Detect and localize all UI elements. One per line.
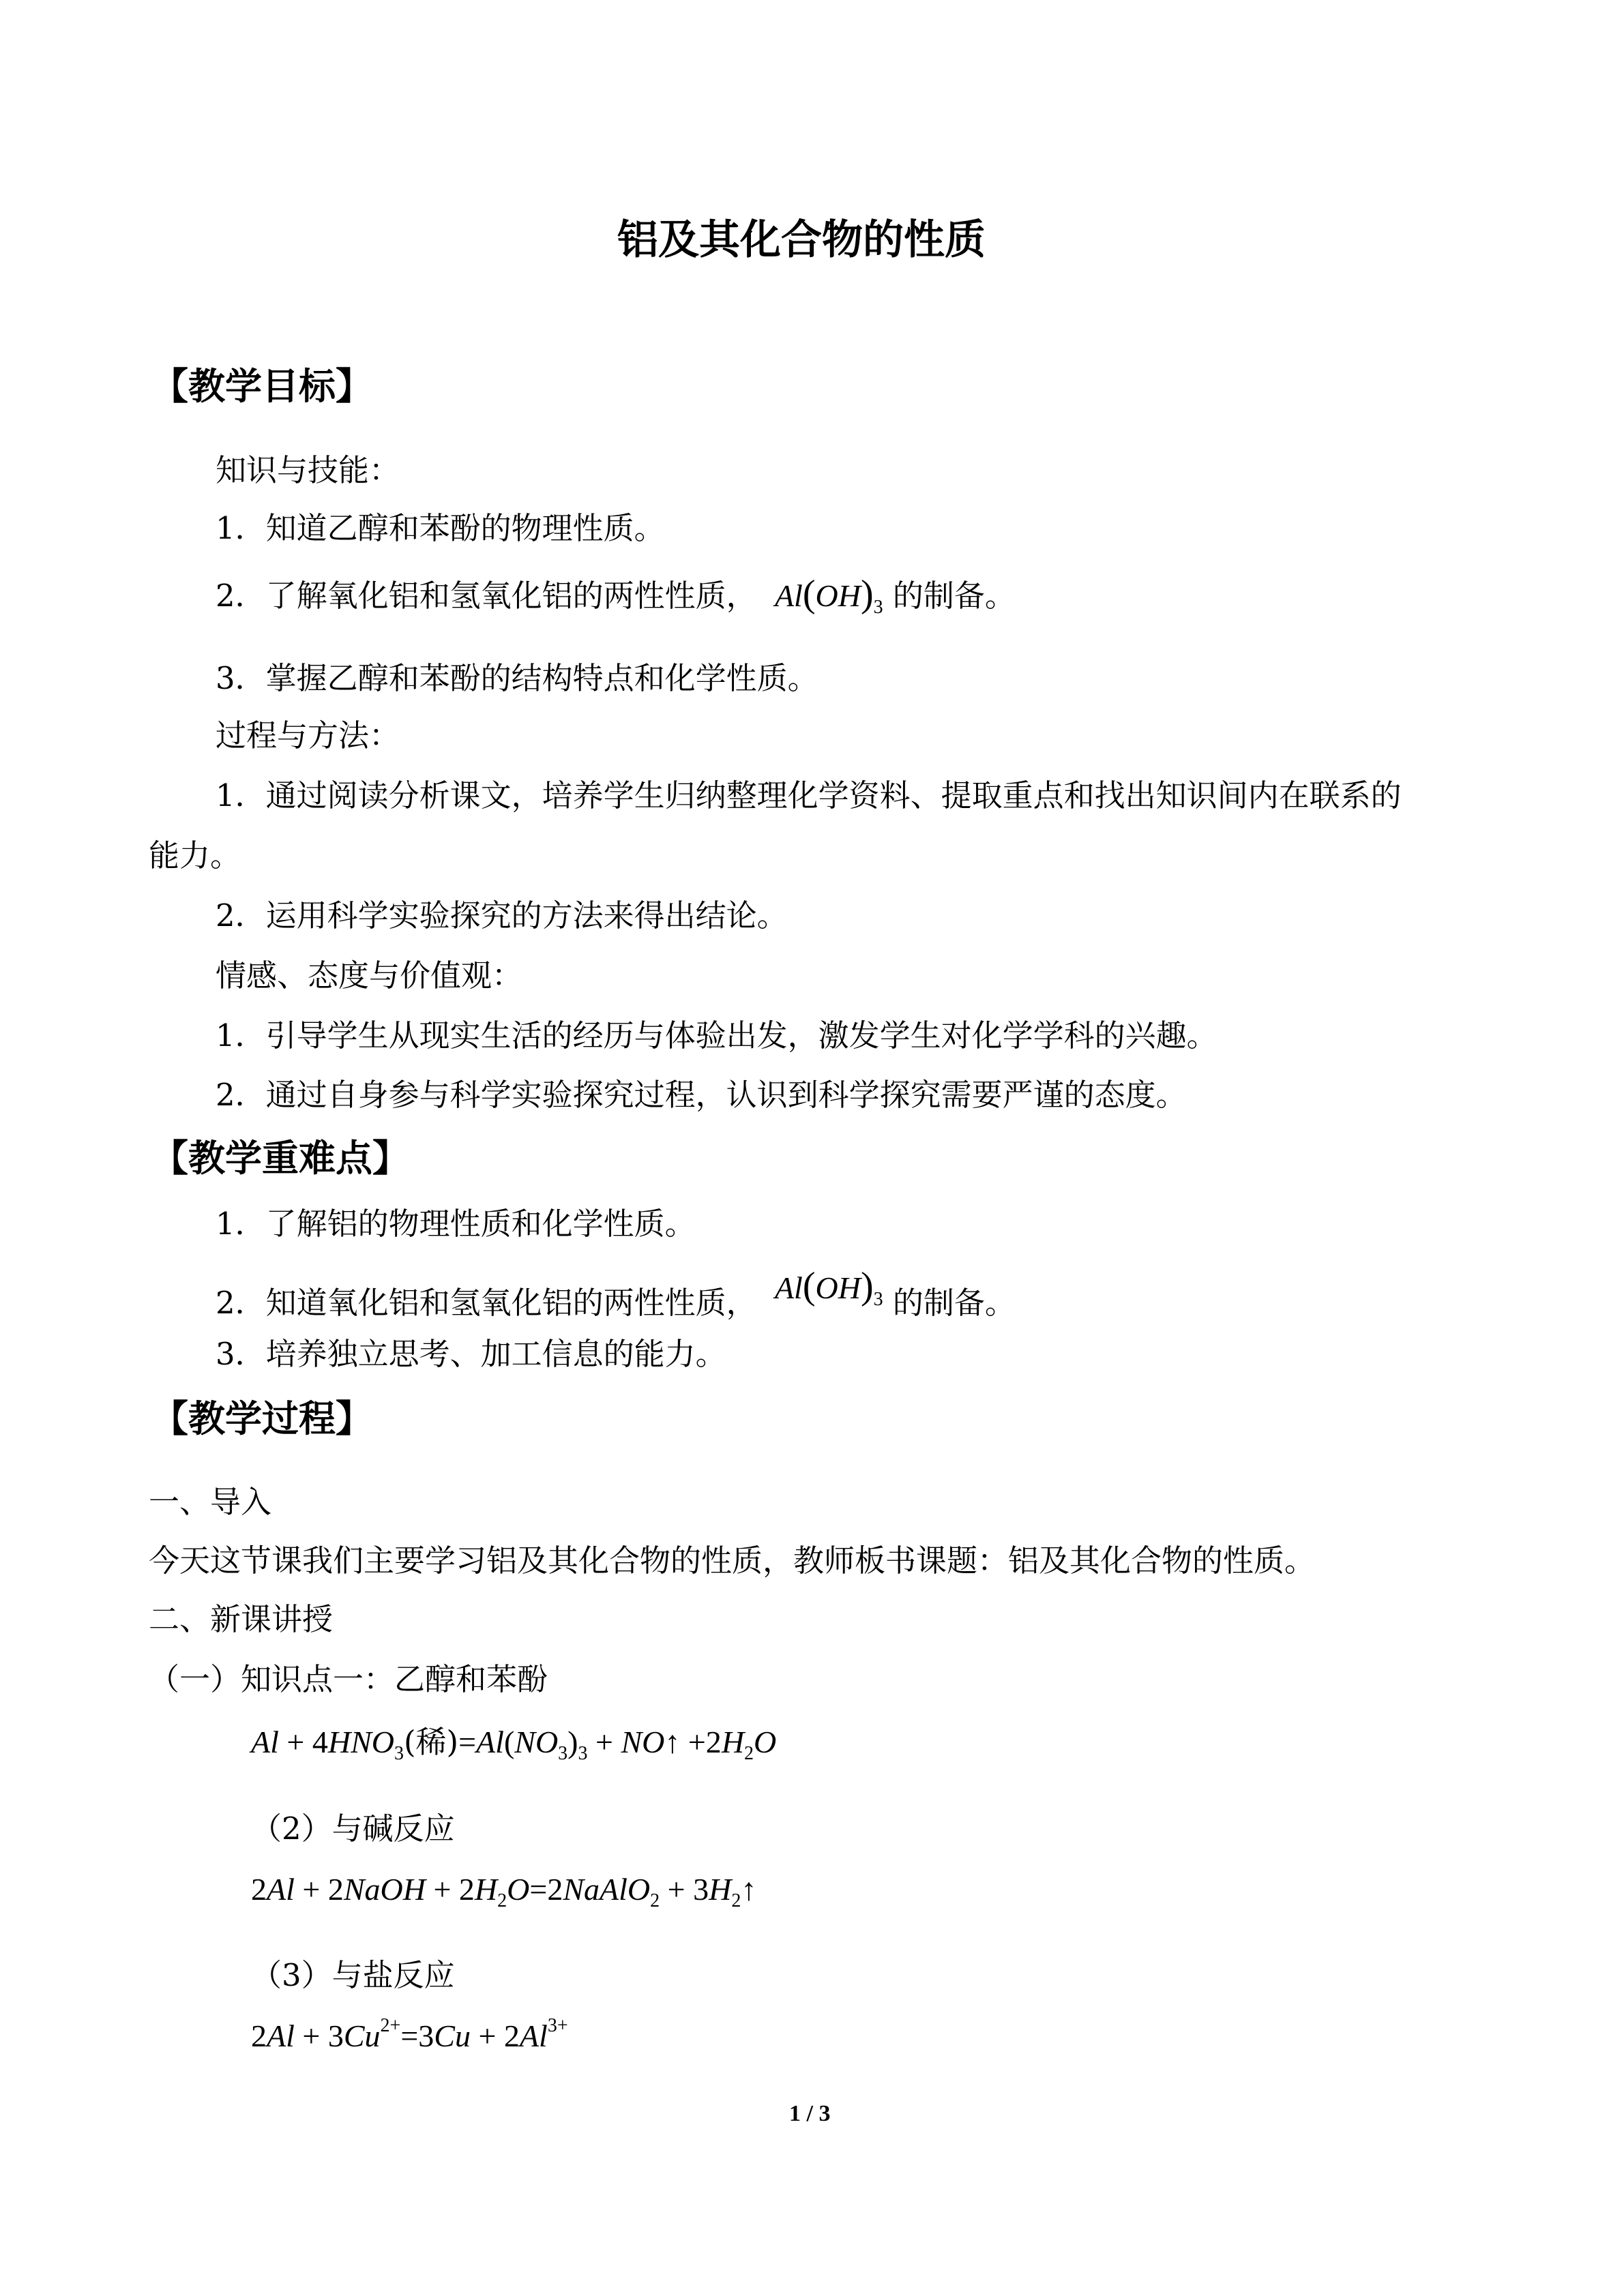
section-new-lesson: 二、新课讲授 [149, 1601, 334, 1637]
formula-al-oh-3: $Al(OH)_3$ [774, 1265, 883, 1310]
process-label: 过程与方法： [216, 717, 400, 754]
equation-al-copper: $2Al + 3Cu^{2+}=3Cu + 2Al^{3+}$ [251, 2015, 568, 2053]
objective-e2: 2．通过自身参与科学实验探究过程，认识到科学探究需要严谨的态度。 [216, 1077, 1187, 1113]
keypoint-2-text: 2．知道氧化铝和氢氧化铝的两性性质， [216, 1285, 757, 1321]
objective-p1-line2: 能力。 [149, 837, 241, 874]
objective-e1: 1．引导学生从现实生活的经历与体验出发，激发学生对化学学科的兴趣。 [216, 1017, 1217, 1054]
equation-al-dilute-nitric: $Al + 4HNO_3$(稀)$=Al(NO_3)_3$ + NO↑ $+2H_2O$ [251, 1724, 777, 1764]
objective-k2-suffix: 的制备。 [892, 578, 1016, 614]
objective-k3: 3．掌握乙醇和苯酚的结构特点和化学性质。 [216, 660, 818, 696]
objective-k2-text: 2．了解氧化铝和氢氧化铝的两性性质， [216, 578, 757, 614]
objective-p2: 2．运用科学实验探究的方法来得出结论。 [216, 897, 788, 934]
react-with-salt: （3）与盐反应 [251, 1957, 455, 1993]
intro-text: 今天这节课我们主要学习铝及其化合物的性质，教师板书课题：铝及其化合物的性质。 [149, 1542, 1316, 1579]
page-number: 1 / 3 [789, 2101, 831, 2126]
section-intro: 一、导入 [149, 1484, 272, 1520]
objective-k2 [216, 573, 1016, 618]
react-with-base: （2）与碱反应 [251, 1810, 455, 1847]
heading-objectives: 【教学目标】 [151, 365, 372, 408]
emotion-label: 情感、态度与价值观： [216, 957, 523, 994]
keypoint-2 [216, 1265, 1016, 1321]
knowledge-label: 知识与技能： [216, 452, 400, 488]
equation-al-naoh: 2Al + 2NaOH + $2H_2O=2NaAlO_2$ + $3H_2↑$ [251, 1872, 757, 1911]
formula-al-oh-3: $Al(OH)_3$ [774, 573, 883, 618]
keypoint-3: 3．培养独立思考、加工信息的能力。 [216, 1336, 726, 1372]
knowledge-point-one: （一）知识点一：乙醇和苯酚 [149, 1661, 548, 1697]
keypoint-1: 1．了解铝的物理性质和化学性质。 [216, 1206, 696, 1242]
keypoint-2-suffix: 的制备。 [892, 1285, 1016, 1321]
page-title: 铝及其化合物的性质 [617, 216, 986, 264]
objective-k1: 1．知道乙醇和苯酚的物理性质。 [216, 510, 665, 546]
objective-p1-line1: 1．通过阅读分析课文，培养学生归纳整理化学资料、提取重点和找出知识间内在联系的 [216, 777, 1402, 814]
heading-teaching-process: 【教学过程】 [151, 1397, 372, 1440]
heading-key-points: 【教学重难点】 [151, 1137, 409, 1180]
